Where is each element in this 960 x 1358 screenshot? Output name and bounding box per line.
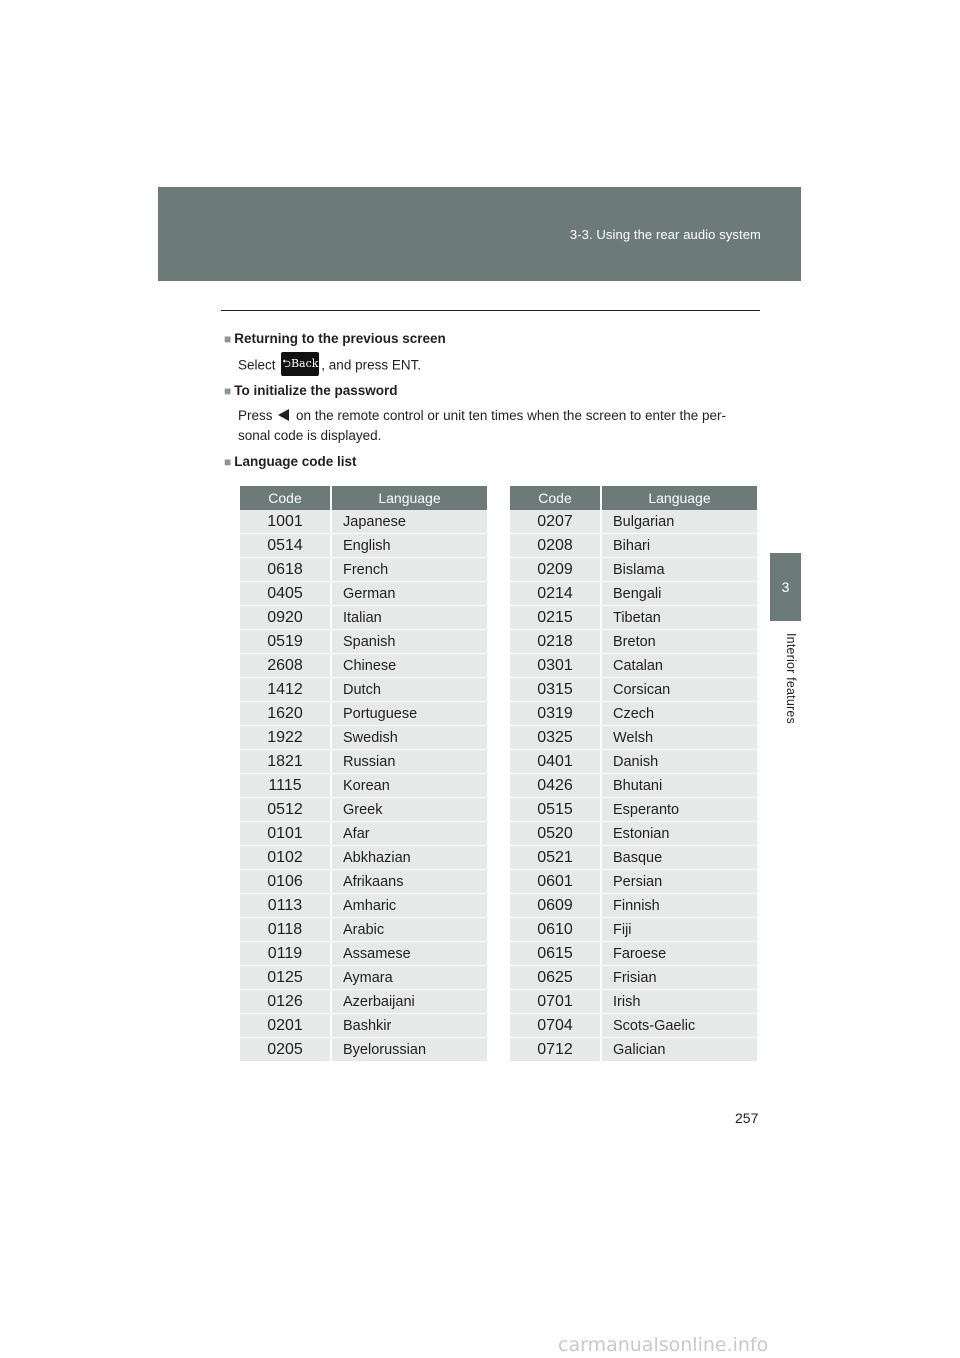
returning-heading	[224, 331, 446, 346]
table-row	[510, 630, 757, 654]
table-row	[240, 822, 487, 846]
language-cell: Afar	[331, 822, 487, 846]
language-cell: Abkhazian	[331, 846, 487, 870]
language-cell: Bengali	[601, 582, 757, 606]
table-row	[240, 918, 487, 942]
language-column-header: Language	[601, 486, 757, 510]
code-column-header: Code	[240, 486, 331, 510]
code-cell: 0512	[240, 798, 331, 822]
language-cell: Amharic	[331, 894, 487, 918]
language-cell: Chinese	[331, 654, 487, 678]
table-row	[510, 1038, 757, 1062]
code-cell: 0610	[510, 918, 601, 942]
language-cell: Tibetan	[601, 606, 757, 630]
code-cell: 1001	[240, 510, 331, 534]
table-row	[240, 798, 487, 822]
table-row	[240, 1014, 487, 1038]
table-row	[510, 534, 757, 558]
language-cell: Afrikaans	[331, 870, 487, 894]
code-cell: 0201	[240, 1014, 331, 1038]
table-row	[240, 942, 487, 966]
table-row	[240, 870, 487, 894]
code-cell: 0315	[510, 678, 601, 702]
language-cell: Byelorussian	[331, 1038, 487, 1062]
language-cell: Finnish	[601, 894, 757, 918]
table-row	[510, 870, 757, 894]
language-cell: Japanese	[331, 510, 487, 534]
table-row	[240, 774, 487, 798]
language-cell: Russian	[331, 750, 487, 774]
table-row	[510, 654, 757, 678]
code-cell: 0119	[240, 942, 331, 966]
table-row	[240, 966, 487, 990]
table-row	[240, 894, 487, 918]
page-number: 257	[735, 1110, 759, 1126]
language-cell: Bislama	[601, 558, 757, 582]
password-text	[238, 406, 758, 446]
language-cell: Dutch	[331, 678, 487, 702]
code-cell: 0102	[240, 846, 331, 870]
table-row	[240, 678, 487, 702]
table-row	[510, 798, 757, 822]
table-row	[510, 846, 757, 870]
section-header-band	[158, 187, 801, 281]
section-title: 3-3. Using the rear audio system	[569, 227, 761, 242]
table-row	[510, 942, 757, 966]
returning-text-after: , and press ENT.	[321, 357, 422, 373]
password-text-after: on the remote control or unit ten times when the screen to enter the per-sonal code is displayed.	[238, 408, 727, 443]
code-cell: 0101	[240, 822, 331, 846]
code-cell: 0319	[510, 702, 601, 726]
code-cell: 1620	[240, 702, 331, 726]
table-row	[240, 606, 487, 630]
code-cell: 0126	[240, 990, 331, 1014]
code-cell: 0609	[510, 894, 601, 918]
code-cell: 0205	[240, 1038, 331, 1062]
table-row	[240, 702, 487, 726]
code-cell: 0625	[510, 966, 601, 990]
table-row	[510, 582, 757, 606]
divider	[221, 310, 760, 311]
code-cell: 0701	[510, 990, 601, 1014]
language-cell: Italian	[331, 606, 487, 630]
language-code-table-right	[510, 486, 757, 1062]
square-bullet-icon: ■	[224, 332, 232, 346]
table-row	[510, 918, 757, 942]
code-cell: 0520	[510, 822, 601, 846]
language-cell: Irish	[601, 990, 757, 1014]
code-cell: 0325	[510, 726, 601, 750]
language-cell: Bihari	[601, 534, 757, 558]
code-cell: 0601	[510, 870, 601, 894]
table-row	[510, 894, 757, 918]
back-button-label: Back	[290, 357, 319, 370]
language-cell: Catalan	[601, 654, 757, 678]
code-cell: 0106	[240, 870, 331, 894]
language-cell: Esperanto	[601, 798, 757, 822]
code-cell: 0218	[510, 630, 601, 654]
language-cell: Bashkir	[331, 1014, 487, 1038]
language-cell: Breton	[601, 630, 757, 654]
code-cell: 0426	[510, 774, 601, 798]
table-row	[510, 558, 757, 582]
table-row	[510, 510, 757, 534]
table-row	[240, 846, 487, 870]
code-cell: 0615	[510, 942, 601, 966]
password-heading-text: To initialize the password	[234, 383, 398, 398]
table-row	[240, 558, 487, 582]
code-cell: 1412	[240, 678, 331, 702]
language-heading-text: Language code list	[234, 454, 357, 469]
code-cell: 0519	[240, 630, 331, 654]
square-bullet-icon: ■	[224, 384, 232, 398]
table-row	[240, 534, 487, 558]
returning-text-before: Select	[238, 357, 276, 373]
language-cell: Fiji	[601, 918, 757, 942]
language-cell: Czech	[601, 702, 757, 726]
language-cell: Azerbaijani	[331, 990, 487, 1014]
code-cell: 1922	[240, 726, 331, 750]
language-cell: Aymara	[331, 966, 487, 990]
code-cell: 0712	[510, 1038, 601, 1062]
table-row	[240, 510, 487, 534]
language-cell: Bhutani	[601, 774, 757, 798]
returning-heading-text: Returning to the previous screen	[234, 331, 446, 346]
square-bullet-icon: ■	[224, 455, 232, 469]
language-cell: Assamese	[331, 942, 487, 966]
code-cell: 0521	[510, 846, 601, 870]
back-button: ⮌Back	[281, 352, 319, 376]
chapter-tab: 3	[770, 553, 801, 621]
language-cell: German	[331, 582, 487, 606]
code-cell: 0207	[510, 510, 601, 534]
table-row	[510, 606, 757, 630]
language-cell: Greek	[331, 798, 487, 822]
language-cell: Corsican	[601, 678, 757, 702]
code-cell: 0618	[240, 558, 331, 582]
language-cell: Korean	[331, 774, 487, 798]
table-row	[510, 822, 757, 846]
code-cell: 0704	[510, 1014, 601, 1038]
table-row	[510, 726, 757, 750]
table-row	[510, 702, 757, 726]
code-cell: 0208	[510, 534, 601, 558]
language-cell: Galician	[601, 1038, 757, 1062]
code-cell: 1115	[240, 774, 331, 798]
language-heading	[224, 454, 357, 469]
language-cell: Scots-Gaelic	[601, 1014, 757, 1038]
language-cell: Basque	[601, 846, 757, 870]
language-cell: Estonian	[601, 822, 757, 846]
table-row	[240, 726, 487, 750]
code-column-header: Code	[510, 486, 601, 510]
table-row	[510, 990, 757, 1014]
language-cell: Danish	[601, 750, 757, 774]
password-text-before: Press	[238, 408, 273, 423]
table-row	[510, 750, 757, 774]
table-row	[240, 654, 487, 678]
table-row	[240, 630, 487, 654]
code-cell: 0405	[240, 582, 331, 606]
table-row	[510, 966, 757, 990]
code-cell: 0401	[510, 750, 601, 774]
table-row	[510, 678, 757, 702]
table-row	[240, 990, 487, 1014]
code-cell: 0214	[510, 582, 601, 606]
language-cell: Bulgarian	[601, 510, 757, 534]
table-row	[510, 774, 757, 798]
language-cell: Arabic	[331, 918, 487, 942]
table-row	[240, 582, 487, 606]
language-cell: Persian	[601, 870, 757, 894]
code-cell: 0215	[510, 606, 601, 630]
left-arrow-icon	[278, 409, 289, 421]
code-cell: 0209	[510, 558, 601, 582]
language-code-table-left	[240, 486, 487, 1062]
table-row	[510, 1014, 757, 1038]
language-cell: Swedish	[331, 726, 487, 750]
code-cell: 0118	[240, 918, 331, 942]
code-cell: 0125	[240, 966, 331, 990]
code-cell: 0515	[510, 798, 601, 822]
language-cell: French	[331, 558, 487, 582]
language-cell: Faroese	[601, 942, 757, 966]
table-row	[240, 750, 487, 774]
table-row	[240, 1038, 487, 1062]
code-cell: 0514	[240, 534, 331, 558]
language-cell: Frisian	[601, 966, 757, 990]
language-cell: English	[331, 534, 487, 558]
code-cell: 0113	[240, 894, 331, 918]
language-cell: Welsh	[601, 726, 757, 750]
language-cell: Portuguese	[331, 702, 487, 726]
code-cell: 0301	[510, 654, 601, 678]
code-cell: 1821	[240, 750, 331, 774]
language-column-header: Language	[331, 486, 487, 510]
language-cell: Spanish	[331, 630, 487, 654]
returning-text	[238, 354, 758, 378]
password-heading	[224, 383, 398, 398]
code-cell: 0920	[240, 606, 331, 630]
chapter-label: Interior features	[784, 633, 798, 724]
watermark-url: carmanualsonline.info	[558, 1334, 769, 1356]
code-cell: 2608	[240, 654, 331, 678]
